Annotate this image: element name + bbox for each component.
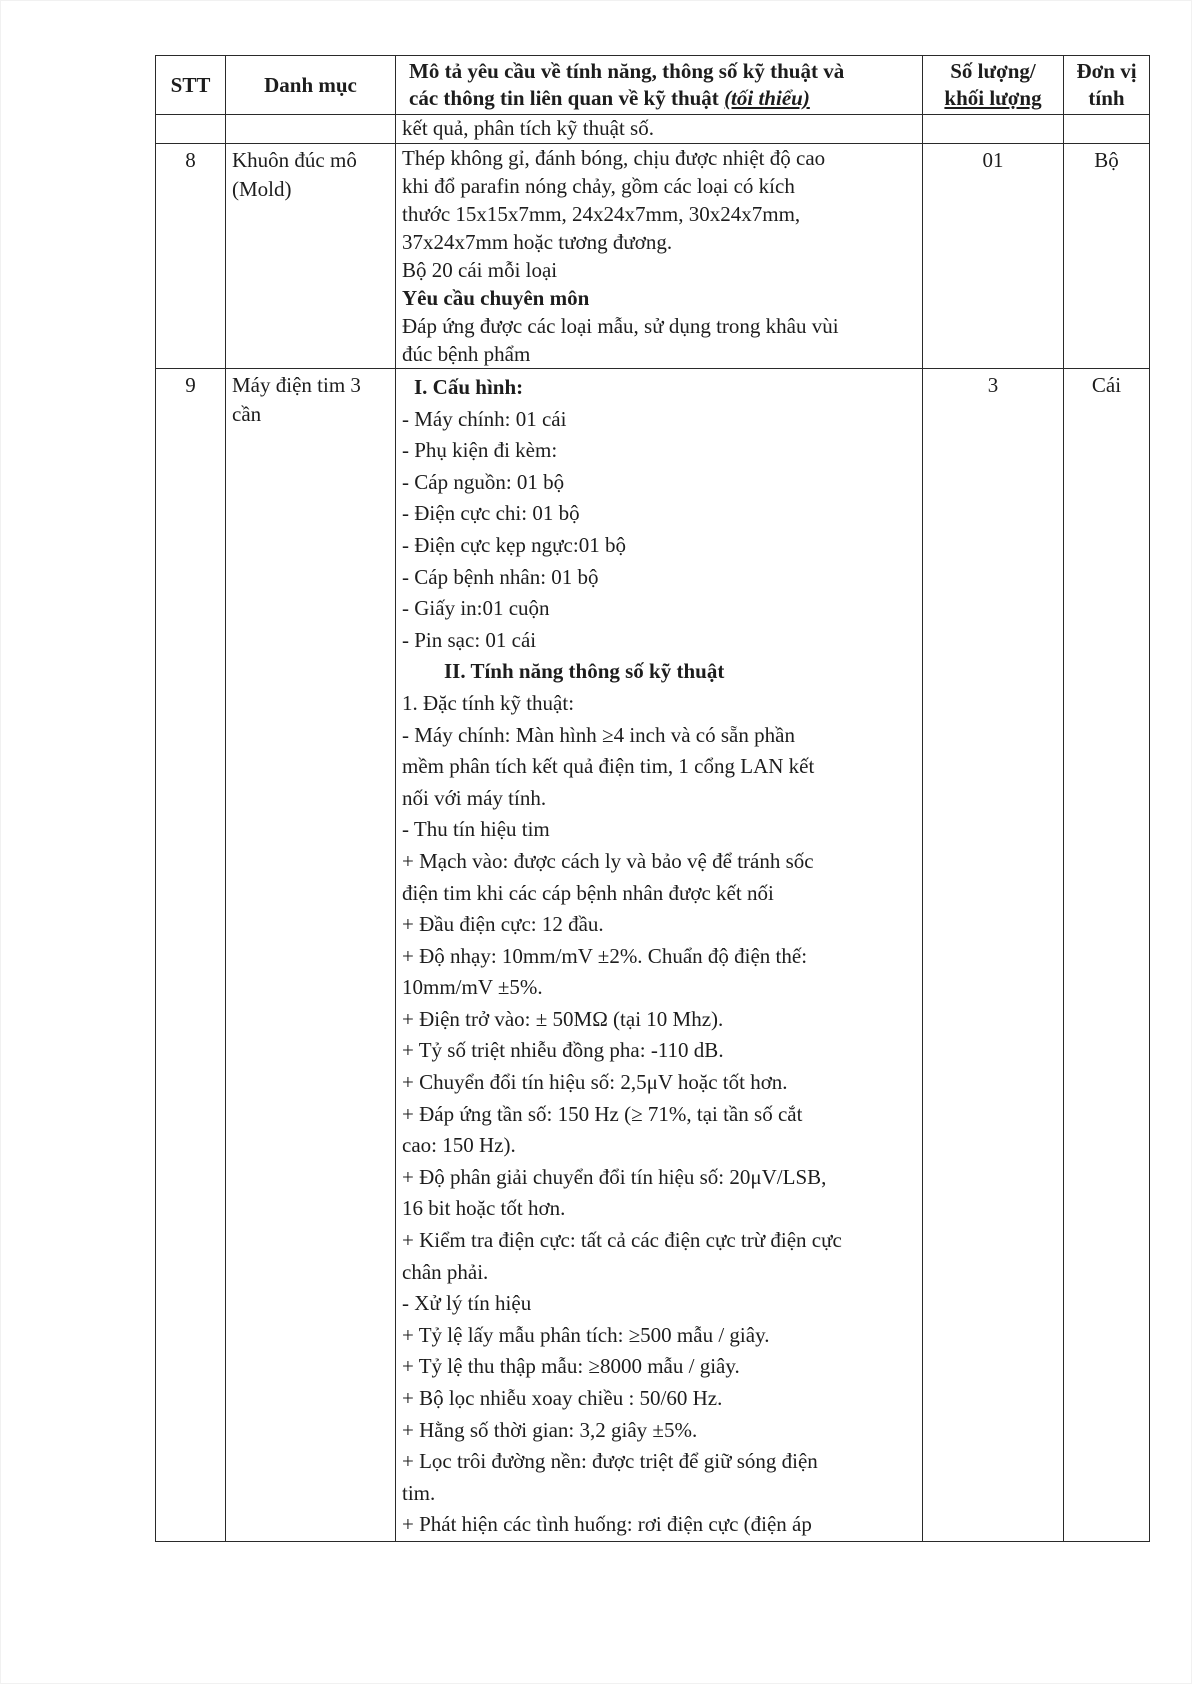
desc-line: 1. Đặc tính kỹ thuật: [402, 690, 575, 715]
desc-line: + Chuyển đổi tín hiệu số: 2,5μV hoặc tốt hơn. [402, 1070, 788, 1095]
cell-item-name [226, 369, 396, 1542]
desc-line: 16 bit hoặc tốt hơn. [402, 1196, 566, 1221]
desc-line: - Điện cực kẹp ngực:01 bộ [402, 532, 626, 557]
desc-line: - Phụ kiện đi kèm: [402, 438, 558, 463]
desc-line: + Phát hiện các tình huống: rơi điện cực (điện áp [402, 1512, 812, 1537]
section-heading-specifications: II. Tính năng thông số kỹ thuật [444, 659, 725, 684]
header-category: Danh mục [226, 56, 396, 115]
desc-heading: Yêu cầu chuyên môn [402, 286, 590, 310]
desc-line: mềm phân tích kết quả điện tim, 1 cổng LAN kết [402, 754, 815, 779]
desc-line: + Mạch vào: được cách ly và bảo vệ để tránh sốc [402, 848, 814, 873]
item-name-line: Khuôn đúc mô [232, 148, 357, 172]
cell-stt: 9 [156, 369, 226, 1542]
desc-line: - Pin sạc: 01 cái [402, 627, 537, 652]
desc-line: + Tỷ lệ lấy mẫu phân tích: ≥500 mẫu / giây. [402, 1322, 770, 1347]
table-row-continuation [156, 115, 1150, 144]
table-header-row [156, 56, 1150, 115]
desc-line: Thép không gỉ, đánh bóng, chịu được nhiệt độ cao [402, 146, 826, 170]
header-description [396, 56, 923, 115]
desc-line: khi đổ parafin nóng chảy, gồm các loại có kích [402, 174, 795, 198]
header-quantity-line2: khối lượng [944, 86, 1042, 110]
header-description-italic: (tối thiểu) [724, 86, 810, 110]
desc-line: 37x24x7mm hoặc tương đương. [402, 230, 673, 254]
table-row-8 [156, 144, 1150, 369]
cell-continuation-text: kết quả, phân tích kỹ thuật số. [396, 115, 923, 144]
desc-line: + Bộ lọc nhiễu xoay chiều : 50/60 Hz. [402, 1386, 723, 1410]
cell-description [396, 369, 923, 1542]
desc-line: cao: 150 Hz). [402, 1133, 516, 1158]
cell-quantity: 01 [923, 144, 1064, 369]
desc-line: - Thu tín hiệu tim [402, 817, 550, 842]
specification-table [155, 55, 1150, 1542]
desc-line: + Lọc trôi đường nền: được triệt để giữ sóng điện [402, 1449, 818, 1474]
desc-line: đúc bệnh phẩm [402, 342, 531, 366]
desc-line: điện tim khi các cáp bệnh nhân được kết nối [402, 880, 774, 905]
desc-line: - Giấy in:01 cuộn [402, 596, 550, 621]
header-description-line2 [409, 85, 918, 112]
cell-stt-empty [156, 115, 226, 144]
desc-line: + Điện trở vào: ± 50MΩ (tại 10 Mhz). [402, 1006, 724, 1031]
cell-unit: Cái [1064, 369, 1150, 1542]
header-unit-line1: Đơn vị [1076, 59, 1137, 83]
desc-line: - Cáp bệnh nhân: 01 bộ [402, 564, 599, 589]
header-unit [1064, 56, 1150, 115]
desc-line: chân phải. [402, 1259, 489, 1284]
desc-line: - Cáp nguồn: 01 bộ [402, 469, 565, 494]
item-name-line: Máy điện tim 3 [232, 373, 361, 397]
desc-line: - Xử lý tín hiệu [402, 1291, 532, 1316]
desc-line: nối với máy tính. [402, 785, 547, 810]
header-description-line1: Mô tả yêu cầu về tính năng, thông số kỹ thuật và [409, 59, 845, 83]
desc-line: + Đầu điện cực: 12 đầu. [402, 912, 604, 937]
desc-line: + Độ nhạy: 10mm/mV ±2%. Chuẩn độ điện thế: [402, 943, 808, 968]
desc-line: - Máy chính: 01 cái [402, 406, 567, 431]
desc-line: tim. [402, 1480, 436, 1505]
cell-item-name [226, 144, 396, 369]
desc-line: Đáp ứng được các loại mẫu, sử dụng trong khâu vùi [402, 314, 839, 338]
section-heading-configuration: I. Cấu hình: [414, 375, 524, 399]
cell-unit-empty [1064, 115, 1150, 144]
header-quantity [923, 56, 1064, 115]
header-description-plain: các thông tin liên quan về kỹ thuật [409, 86, 725, 110]
item-name-line: cần [232, 402, 262, 426]
desc-line: + Tỷ lệ thu thập mẫu: ≥8000 mẫu / giây. [402, 1354, 740, 1379]
header-unit-line2: tính [1088, 86, 1125, 110]
header-quantity-line1: Số lượng/ [950, 59, 1036, 83]
header-stt: STT [156, 56, 226, 115]
cell-qty-empty [923, 115, 1064, 144]
table-row-9 [156, 369, 1150, 1542]
desc-line: + Kiểm tra điện cực: tất cả các điện cực trừ điện cực [402, 1228, 842, 1253]
cell-quantity: 3 [923, 369, 1064, 1542]
desc-line: + Hằng số thời gian: 3,2 giây ±5%. [402, 1417, 698, 1442]
desc-line: + Tỷ số triệt nhiễu đồng pha: -110 dB. [402, 1038, 724, 1063]
desc-line: + Độ phân giải chuyển đổi tín hiệu số: 20μV/LSB, [402, 1164, 827, 1189]
desc-line: - Máy chính: Màn hình ≥4 inch và có sẵn phần [402, 722, 795, 747]
item-name-line: (Mold) [232, 177, 292, 201]
cell-description [396, 144, 923, 369]
desc-line: - Điện cực chi: 01 bộ [402, 501, 580, 526]
desc-line: 10mm/mV ±5%. [402, 975, 543, 1000]
desc-line: thước 15x15x7mm, 24x24x7mm, 30x24x7mm, [402, 202, 801, 226]
cell-stt: 8 [156, 144, 226, 369]
desc-line: Bộ 20 cái mỗi loại [402, 258, 558, 282]
desc-line: + Đáp ứng tần số: 150 Hz (≥ 71%, tại tần số cắt [402, 1101, 803, 1126]
cell-name-empty [226, 115, 396, 144]
cell-unit: Bộ [1064, 144, 1150, 369]
